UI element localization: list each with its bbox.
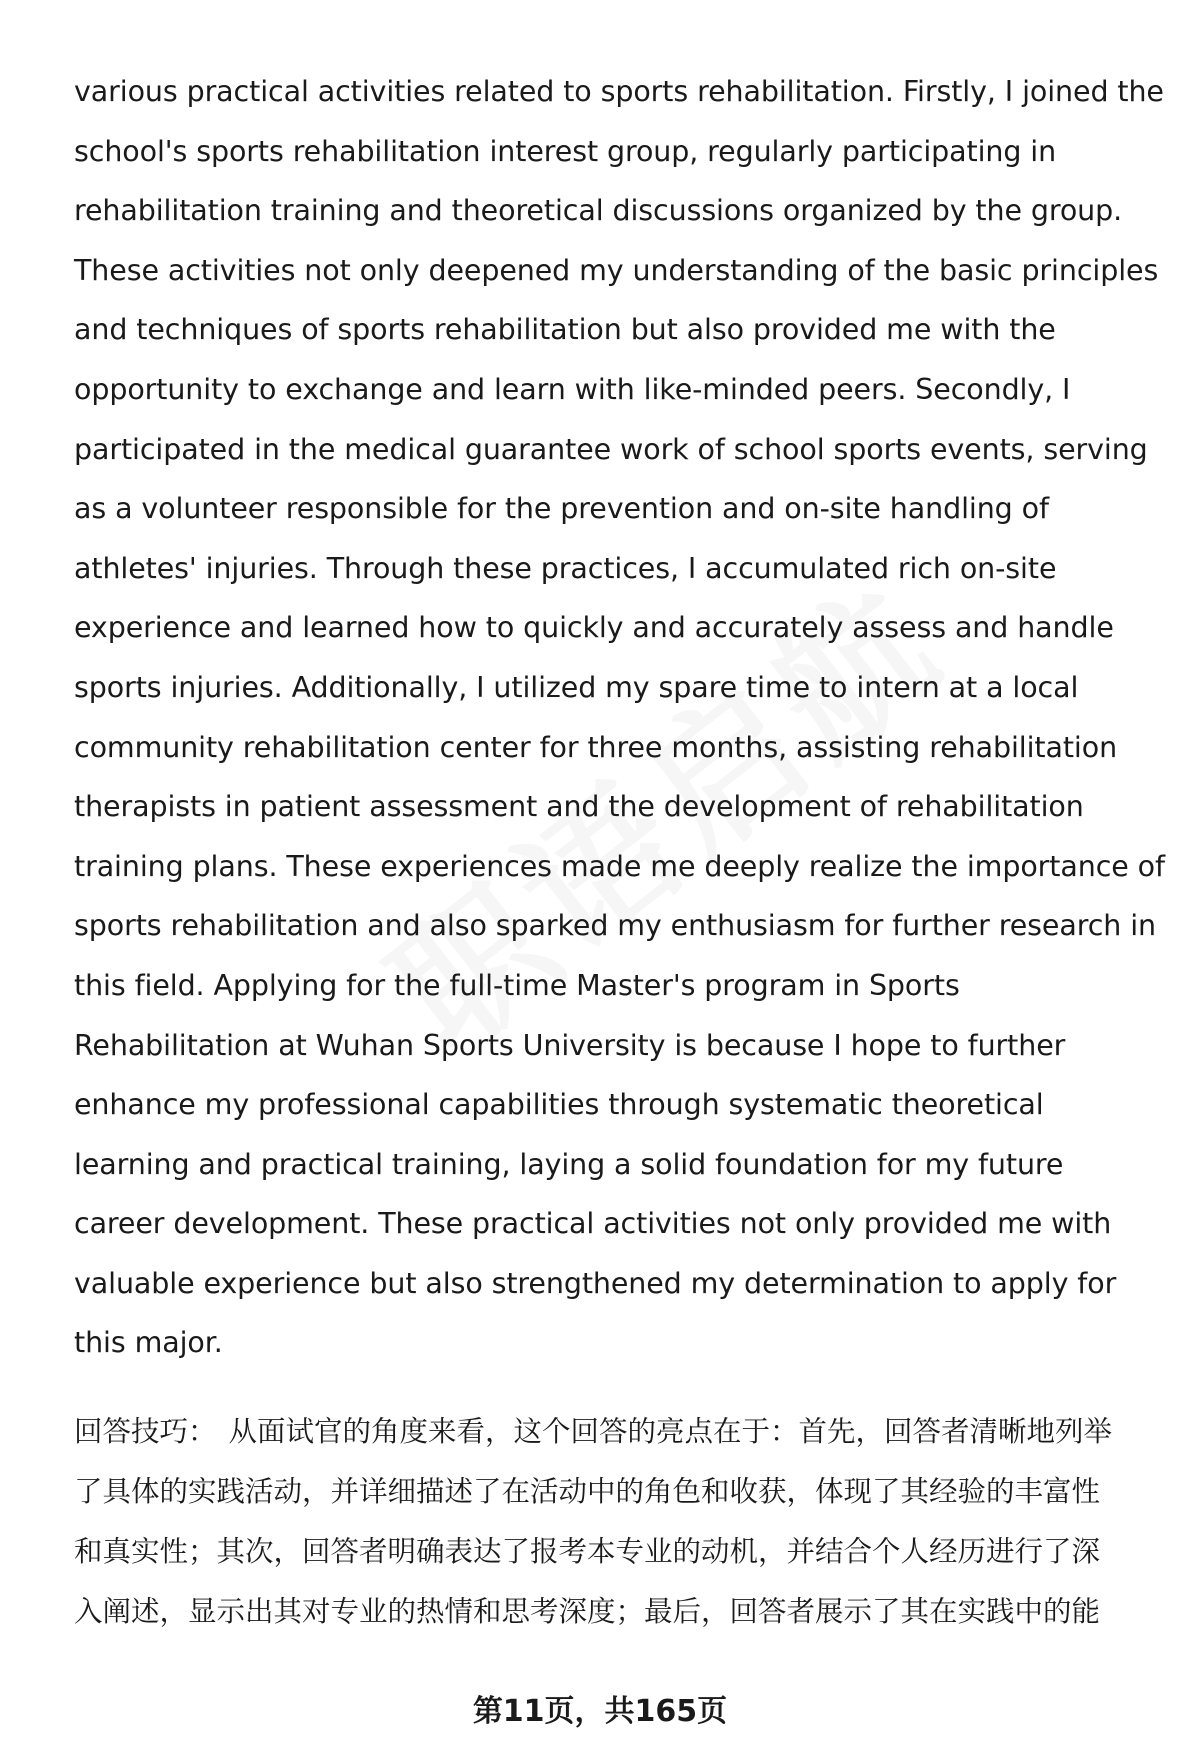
tips-line-text: 从面试官的角度来看，这个回答的亮点在于：首先，回答者清晰地列举 [228,1415,1113,1448]
paragraph-line: athletes' injuries. Through these practices, I accumulated rich on-site [74,551,1057,585]
answer-tips-section [74,1402,1154,1642]
paragraph-line: experience and learned how to quickly and accurately assess and handle [74,611,1114,645]
paragraph-line: opportunity to exchange and learn with like-minded peers. Secondly, I [74,372,1071,406]
paragraph-line: sports rehabilitation and also sparked my enthusiasm for further research in [74,909,1156,943]
paragraph-line: career development. These practical activities not only provided me with [74,1207,1112,1241]
tips-label: 回答技巧： [74,1415,217,1448]
paragraph-line: therapists in patient assessment and the development of rehabilitation [74,790,1084,824]
tips-line: 和真实性；其次，回答者明确表达了报考本专业的动机，并结合个人经历进行了深 [74,1535,1101,1568]
paragraph-line: various practical activities related to sports rehabilitation. Firstly, I joined the [74,75,1164,108]
paragraph-line: valuable experience but also strengthened my determination to apply for [74,1266,1117,1300]
paragraph-line: training plans. These experiences made me deeply realize the importance of [74,849,1165,883]
paragraph-line: These activities not only deepened my understanding of the basic principles [74,253,1159,287]
paragraph-line: community rehabilitation center for three months, assisting rehabilitation [74,730,1118,764]
paragraph-line: participated in the medical guarantee work of school sports events, serving [74,432,1148,466]
paragraph-line: this major. [74,1326,223,1360]
paragraph-line: as a volunteer responsible for the prevention and on-site handling of [74,492,1049,526]
paragraph-line: this field. Applying for the full-time Master's program in Sports [74,968,960,1002]
paragraph-line: and techniques of sports rehabilitation but also provided me with the [74,313,1056,347]
page-number-footer: 第11页，共165页 [472,1694,728,1729]
paragraph-line: enhance my professional capabilities through systematic theoretical [74,1088,1044,1122]
paragraph-line: Rehabilitation at Wuhan Sports University is because I hope to further [74,1028,1066,1062]
paragraph-line: school's sports rehabilitation interest group, regularly participating in [74,134,1057,168]
tips-line: 入阐述，显示出其对专业的热情和思考深度；最后，回答者展示了其在实践中的能 [74,1595,1101,1628]
paragraph-line: sports injuries. Additionally, I utilized my spare time to intern at a local [74,670,1079,704]
paragraph-line: learning and practical training, laying a solid foundation for my future [74,1147,1064,1181]
tips-line: 了具体的实践活动，并详细描述了在活动中的角色和收获，体现了其经验的丰富性 [74,1475,1101,1508]
paragraph-line: rehabilitation training and theoretical discussions organized by the group. [74,194,1123,228]
answer-paragraph [74,62,1165,1373]
tips-line [74,1402,1154,1462]
